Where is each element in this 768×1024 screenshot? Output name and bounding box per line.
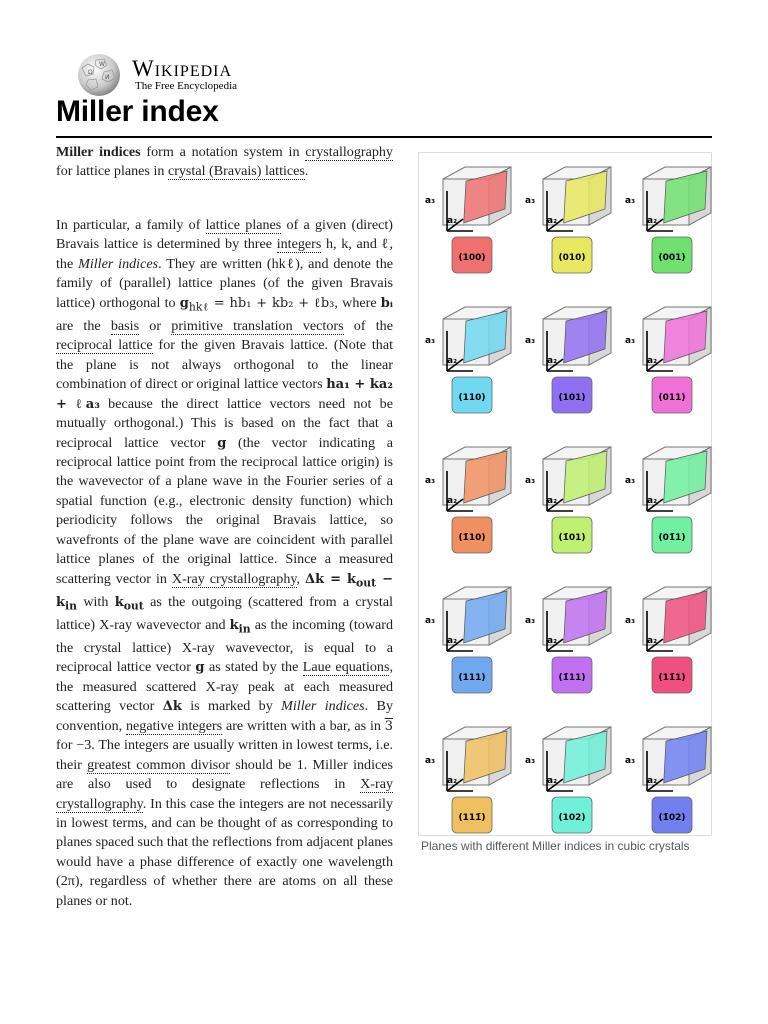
cube-cell bbox=[625, 447, 711, 553]
axis-label-a3: a₃ bbox=[425, 196, 436, 206]
axis-label-a2: a₂ bbox=[447, 776, 458, 786]
axis-label-a2: a₂ bbox=[447, 636, 458, 646]
miller-label: (102) bbox=[558, 813, 586, 823]
math-direct-vector: ha₁ + ka₂ + ℓa₃ bbox=[56, 377, 393, 412]
wikipedia-globe-logo bbox=[74, 52, 124, 98]
axis-label-a3: a₃ bbox=[425, 476, 436, 486]
text: are written with a bar, as in bbox=[222, 717, 385, 734]
math-sub-in: in bbox=[65, 599, 78, 613]
axis-label-a2: a₂ bbox=[447, 216, 458, 226]
text: or bbox=[139, 317, 172, 334]
axis-label-a3: a₃ bbox=[525, 196, 536, 206]
link-integers[interactable]: integers bbox=[276, 236, 322, 253]
miller-label: (110) bbox=[458, 393, 486, 403]
text: for the given Bravais lattice. (Note that the plane is not always orthogonal to the linear combination of direct or original lattice vectors bbox=[56, 337, 393, 393]
text: as the incoming (toward the crystal lattice) X-ray wavevector, is equal to a reciprocal lattice vector bbox=[56, 616, 393, 676]
cube-cell bbox=[525, 307, 611, 413]
axis-label-a3: a₃ bbox=[525, 336, 536, 346]
miller-label: (111) bbox=[458, 673, 486, 683]
text: because the direct lattice vectors need not be mutually orthogonal.) This is based on the fact that a reciprocal lattice vector bbox=[56, 395, 393, 451]
math-k-out bbox=[114, 594, 144, 613]
miller-label: (001) bbox=[658, 253, 686, 263]
cube-cell bbox=[525, 447, 611, 553]
text: is marked by bbox=[181, 698, 282, 715]
math-g: g bbox=[195, 660, 205, 676]
axis-label-a2: a₂ bbox=[547, 496, 558, 506]
text: In particular, a family of bbox=[56, 217, 206, 233]
link-laue-equations[interactable]: Laue equations bbox=[302, 659, 390, 676]
site-header[interactable] bbox=[74, 52, 374, 98]
math-dk-mid: − k bbox=[56, 571, 394, 610]
text: . In this case the integers are not necessarily in lowest terms, and can be thought of as corresponding to planes spaced such that the reflections from adjacent planes would have a phase difference of exactly one wavelength (2π), regardless of whether there are atoms on all these planes or not. bbox=[56, 795, 393, 909]
text: as the outgoing (scattered from a crystal lattice) X-ray wavevector and bbox=[56, 593, 393, 633]
axis-label-a3: a₃ bbox=[625, 616, 636, 626]
cube-cell bbox=[425, 447, 511, 553]
text: (the vector indicating a reciprocal lattice point from the reciprocal lattice origin) is the wavevector of a plane wave in the Fourier series of a spatial function (e.g., electronic density function) which periodicity follows the original Bravais lattice, so wavefronts of the plane wave are coincident with parallel lattice planes of the original lattice. Since a measured scattering vector in bbox=[56, 434, 393, 587]
cube-cell bbox=[525, 727, 611, 833]
text: should be 1. Miller indices are also used to designate reflections in bbox=[56, 756, 393, 793]
miller-label: (01̄1) bbox=[658, 533, 686, 543]
axis-label-a3: a₃ bbox=[625, 336, 636, 346]
math-dk2: Δk bbox=[162, 699, 182, 715]
text: , where bbox=[334, 294, 381, 311]
axis-label-a2: a₂ bbox=[547, 356, 558, 366]
math-bi: bᵢ bbox=[380, 295, 393, 311]
link-xray-crystallography-2[interactable]: X-ray crystallography bbox=[56, 776, 393, 812]
axis-label-a2: a₂ bbox=[647, 636, 658, 646]
miller-label: (1̄01) bbox=[558, 533, 586, 543]
text: , bbox=[296, 570, 306, 587]
axis-label-a2: a₂ bbox=[647, 776, 658, 786]
svg-text:W: W bbox=[99, 61, 105, 68]
cube-cell bbox=[425, 167, 511, 273]
text: for −3. The integers are usually written in lowest terms, i.e. their bbox=[56, 737, 393, 773]
miller-label: (1̄11) bbox=[558, 673, 586, 683]
text: form a notation system in bbox=[140, 144, 306, 160]
text: . They are written (hkℓ), and denote the family of (parallel) lattice planes (of the given Bravais lattice) orthogonal to bbox=[56, 255, 394, 311]
site-tagline: The Free Encyclopedia bbox=[135, 80, 238, 92]
cube-cell bbox=[625, 727, 711, 833]
text: for lattice planes in bbox=[56, 163, 168, 180]
svg-text:Ω: Ω bbox=[88, 69, 93, 76]
axis-label-a3: a₃ bbox=[625, 196, 636, 206]
axis-label-a2: a₂ bbox=[547, 636, 558, 646]
axis-label-a3: a₃ bbox=[525, 756, 536, 766]
cube-cell bbox=[425, 587, 511, 693]
axis-label-a2: a₂ bbox=[447, 356, 458, 366]
math-sub-out: out bbox=[356, 576, 377, 590]
figure-caption: Planes with different Miller indices in cubic crystals bbox=[421, 839, 690, 853]
text: h, k, and ℓ, the bbox=[56, 236, 394, 272]
miller-label: (11̄1) bbox=[658, 673, 686, 683]
axis-label-a3: a₃ bbox=[425, 336, 436, 346]
axis-label-a3: a₃ bbox=[525, 616, 536, 626]
text: , the measured scattered X-ray peak at each measured scattering vector bbox=[56, 659, 393, 715]
link-reciprocal-lattice[interactable]: reciprocal lattice bbox=[56, 337, 153, 354]
math-sub-out: out bbox=[123, 599, 144, 613]
math-g: g bbox=[179, 295, 189, 311]
link-lattice-planes[interactable]: lattice planes bbox=[205, 217, 282, 233]
axis-label-a2: a₂ bbox=[547, 776, 558, 786]
link-crystal-bravais-lattices[interactable]: crystal (Bravais) lattices bbox=[167, 163, 305, 180]
miller-label: (100) bbox=[458, 253, 486, 263]
math-g-sub: hkℓ bbox=[188, 300, 209, 314]
cube-cell bbox=[625, 587, 711, 693]
math-sub-in: in bbox=[238, 622, 251, 636]
axis-label-a3: a₃ bbox=[625, 476, 636, 486]
math-g-vector bbox=[179, 295, 335, 314]
miller-label: (111̄) bbox=[458, 813, 486, 823]
miller-label: (1̄10) bbox=[458, 533, 486, 543]
math-3-bar: 3 bbox=[384, 718, 393, 734]
cube-cell bbox=[425, 307, 511, 413]
axis-label-a3: a₃ bbox=[425, 616, 436, 626]
math-g: g bbox=[217, 435, 227, 451]
math-k: k bbox=[229, 617, 239, 633]
text: of a given (direct) Bravais lattice is determined by three bbox=[56, 217, 393, 253]
text: . bbox=[304, 163, 309, 180]
miller-label: (1̄02) bbox=[658, 813, 686, 823]
link-negative-integers[interactable]: negative integers bbox=[125, 717, 223, 734]
math-k: k bbox=[114, 594, 124, 610]
site-wordmark: Wikipedia bbox=[132, 56, 233, 81]
axis-label-a2: a₂ bbox=[647, 496, 658, 506]
math-dk: Δk = k bbox=[305, 571, 357, 587]
page-title: Miller index bbox=[56, 95, 219, 128]
bold-term: Miller indices bbox=[56, 144, 141, 160]
intro-paragraph bbox=[56, 143, 393, 182]
text: with bbox=[77, 593, 115, 610]
cube-cell bbox=[625, 167, 711, 273]
axis-label-a2: a₂ bbox=[447, 496, 458, 506]
math-g-rhs: = hb₁ + kb₂ + ℓb₃ bbox=[209, 295, 335, 311]
math-k-in bbox=[229, 617, 251, 636]
text: . By convention, bbox=[56, 698, 394, 734]
axis-label-a3: a₃ bbox=[525, 476, 536, 486]
text: as stated by the bbox=[204, 659, 303, 676]
miller-label: (010) bbox=[558, 253, 586, 263]
miller-planes-grid bbox=[419, 153, 711, 835]
cube-cell bbox=[525, 167, 611, 273]
body-paragraph bbox=[56, 216, 394, 909]
em-miller-indices: Miller indices bbox=[281, 698, 365, 715]
link-crystallography[interactable]: crystallography bbox=[305, 144, 393, 160]
miller-label: (101) bbox=[558, 393, 586, 403]
cube-cell bbox=[425, 727, 511, 833]
axis-label-a3: a₃ bbox=[625, 756, 636, 766]
axis-label-a2: a₂ bbox=[547, 216, 558, 226]
title-divider bbox=[56, 136, 712, 138]
link-greatest-common-divisor[interactable]: greatest common divisor bbox=[87, 756, 230, 773]
axis-label-a2: a₂ bbox=[647, 216, 658, 226]
link-xray-crystallography[interactable]: X-ray crystallography bbox=[171, 570, 297, 587]
cube-cell bbox=[625, 307, 711, 413]
text: of the bbox=[343, 317, 393, 334]
axis-label-a2: a₂ bbox=[647, 356, 658, 366]
em-miller-indices: Miller indices bbox=[78, 255, 159, 272]
miller-label: (011) bbox=[658, 393, 686, 403]
miller-planes-figure[interactable] bbox=[418, 152, 712, 836]
link-primitive-translation-vectors[interactable]: primitive translation vectors bbox=[171, 317, 344, 334]
cube-cell bbox=[525, 587, 611, 693]
text: are the bbox=[56, 317, 111, 334]
axis-label-a3: a₃ bbox=[425, 756, 436, 766]
link-basis[interactable]: basis bbox=[110, 317, 140, 334]
svg-text:И: И bbox=[105, 74, 110, 81]
